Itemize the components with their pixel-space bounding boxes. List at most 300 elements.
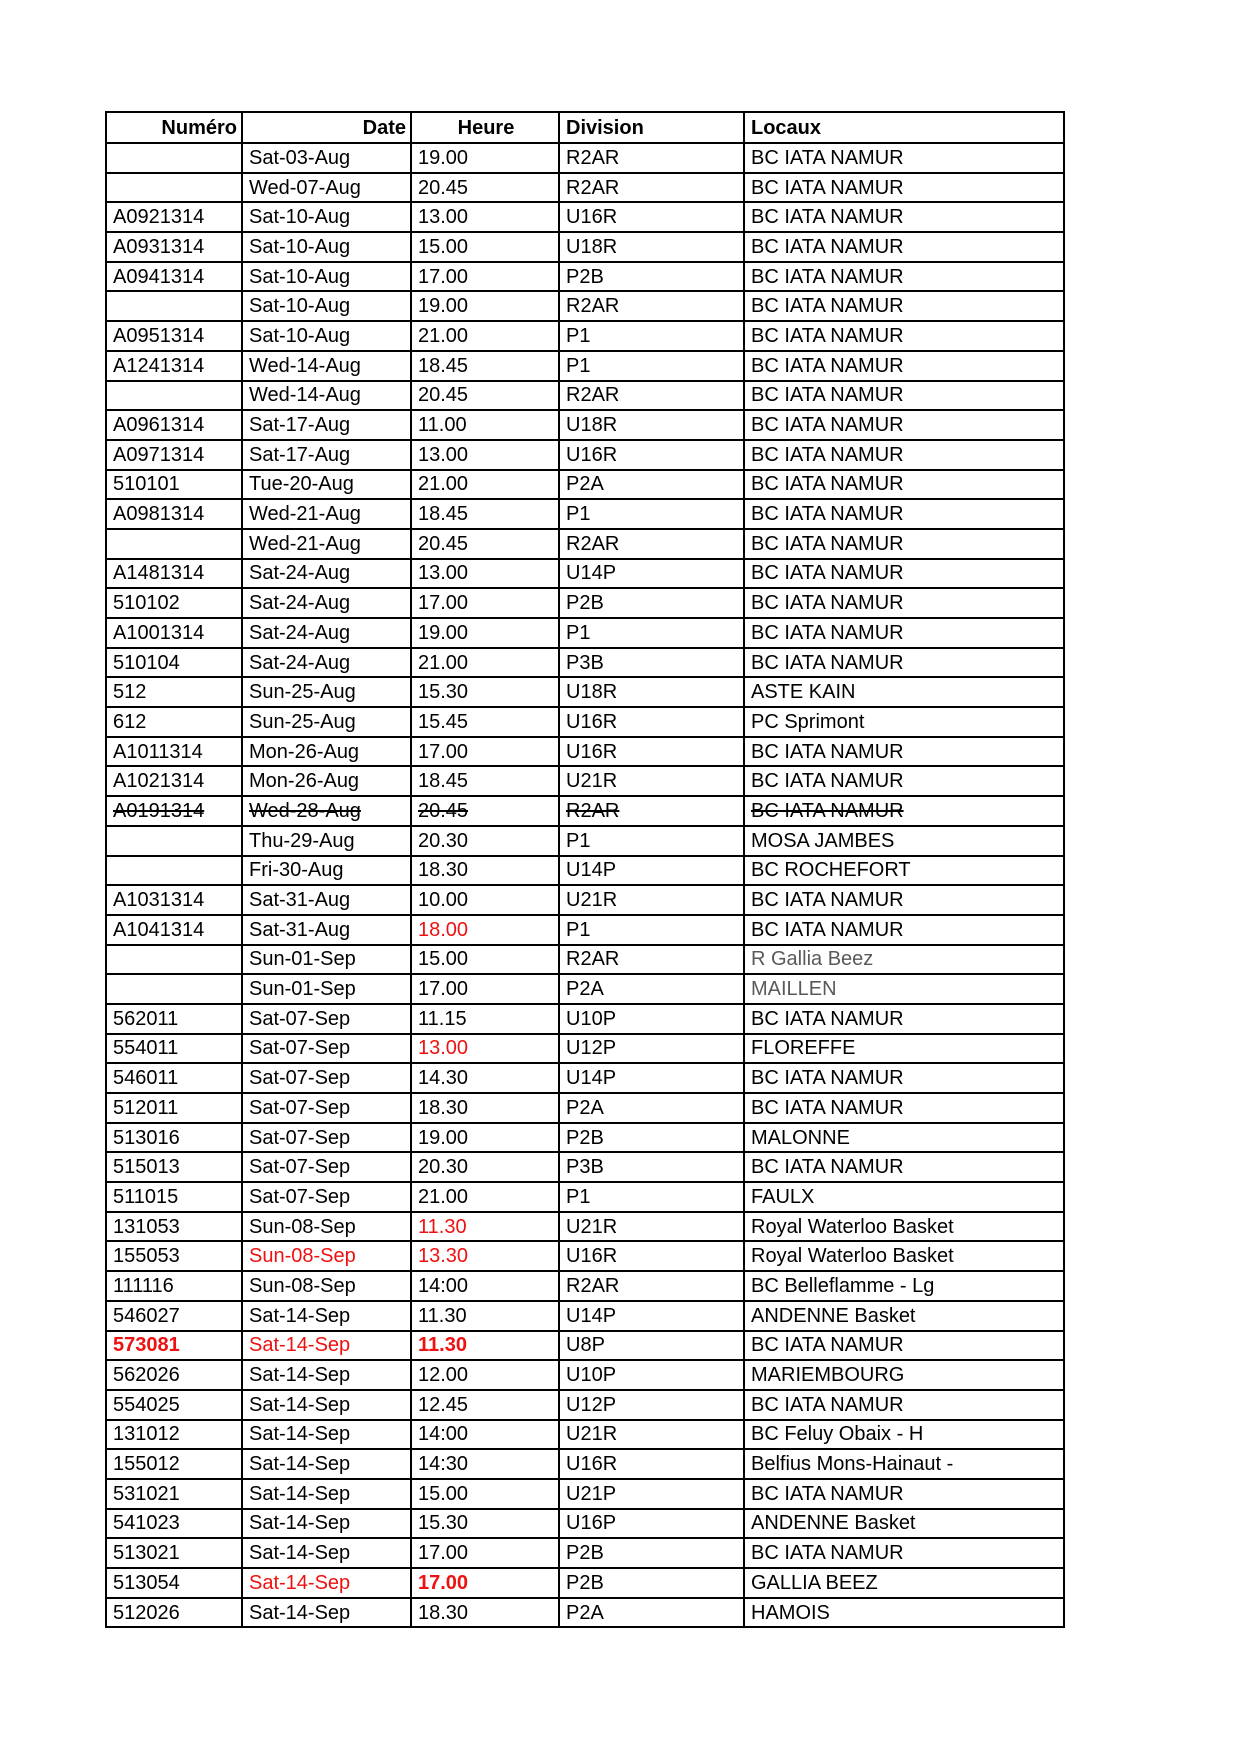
cell-heure: 11.15 — [411, 1004, 559, 1034]
cell-division: U21R — [559, 1420, 744, 1450]
cell-division: P2B — [559, 262, 744, 292]
cell-locaux: BC IATA NAMUR — [744, 1390, 1064, 1420]
cell-division: U10P — [559, 1004, 744, 1034]
cell-division: R2AR — [559, 143, 744, 173]
cell-division: U16R — [559, 440, 744, 470]
cell-locaux: ANDENNE Basket — [744, 1301, 1064, 1331]
cell-locaux: BC IATA NAMUR — [744, 470, 1064, 500]
table-row — [106, 559, 1064, 589]
cell-locaux: BC IATA NAMUR — [744, 1093, 1064, 1123]
cell-numero: 562026 — [106, 1360, 242, 1390]
cell-date: Sat-10-Aug — [242, 262, 411, 292]
cell-date: Sat-07-Sep — [242, 1093, 411, 1123]
cell-date: Sat-14-Sep — [242, 1390, 411, 1420]
column-header-division: Division — [559, 112, 744, 143]
cell-date: Sat-14-Sep — [242, 1598, 411, 1628]
cell-numero: A1021314 — [106, 766, 242, 796]
cell-numero: 562011 — [106, 1004, 242, 1034]
cell-heure: 19.00 — [411, 143, 559, 173]
header-row — [106, 112, 1064, 143]
cell-division: P2A — [559, 974, 744, 1004]
cell-heure: 13.30 — [411, 1241, 559, 1271]
cell-numero: 111116 — [106, 1271, 242, 1301]
cell-division: U14P — [559, 856, 744, 886]
table-row — [106, 499, 1064, 529]
cell-division: P2A — [559, 1598, 744, 1628]
table-row — [106, 1331, 1064, 1361]
cell-numero: 546011 — [106, 1063, 242, 1093]
cell-division: P1 — [559, 321, 744, 351]
table-row — [106, 291, 1064, 321]
cell-division: U14P — [559, 1063, 744, 1093]
cell-numero: A0921314 — [106, 202, 242, 232]
cell-division: R2AR — [559, 1271, 744, 1301]
cell-heure: 12.00 — [411, 1360, 559, 1390]
cell-numero — [106, 143, 242, 173]
table-row — [106, 1568, 1064, 1598]
cell-locaux: BC IATA NAMUR — [744, 410, 1064, 440]
cell-date: Wed-14-Aug — [242, 381, 411, 411]
cell-division: P1 — [559, 351, 744, 381]
cell-date: Sat-10-Aug — [242, 321, 411, 351]
cell-locaux: BC IATA NAMUR — [744, 232, 1064, 262]
table-row — [106, 1598, 1064, 1628]
cell-date: Sun-08-Sep — [242, 1241, 411, 1271]
cell-numero — [106, 856, 242, 886]
cell-numero: 155053 — [106, 1241, 242, 1271]
table-row — [106, 677, 1064, 707]
cell-numero: A0981314 — [106, 499, 242, 529]
cell-division: P2B — [559, 1123, 744, 1153]
cell-numero — [106, 381, 242, 411]
cell-numero: A0941314 — [106, 262, 242, 292]
column-header-numero: Numéro — [106, 112, 242, 143]
cell-locaux: BC Feluy Obaix - H — [744, 1420, 1064, 1450]
cell-date: Sat-24-Aug — [242, 648, 411, 678]
cell-date: Sat-14-Sep — [242, 1568, 411, 1598]
cell-date: Sat-10-Aug — [242, 291, 411, 321]
cell-date: Sat-14-Sep — [242, 1331, 411, 1361]
table-row — [106, 1390, 1064, 1420]
cell-date: Sat-14-Sep — [242, 1479, 411, 1509]
cell-numero — [106, 529, 242, 559]
cell-heure: 13.00 — [411, 559, 559, 589]
cell-numero — [106, 945, 242, 975]
cell-division: U10P — [559, 1360, 744, 1390]
cell-numero: A0931314 — [106, 232, 242, 262]
table-row — [106, 974, 1064, 1004]
cell-date: Sat-07-Sep — [242, 1182, 411, 1212]
cell-date: Sat-07-Sep — [242, 1063, 411, 1093]
cell-numero: 513021 — [106, 1538, 242, 1568]
table-row — [106, 1152, 1064, 1182]
cell-date: Sat-24-Aug — [242, 559, 411, 589]
column-header-locaux: Locaux — [744, 112, 1064, 143]
cell-locaux: MALONNE — [744, 1123, 1064, 1153]
cell-heure: 11.30 — [411, 1212, 559, 1242]
cell-numero: 512 — [106, 677, 242, 707]
table-row — [106, 1241, 1064, 1271]
cell-heure: 18.00 — [411, 915, 559, 945]
cell-locaux: FAULX — [744, 1182, 1064, 1212]
table-row — [106, 648, 1064, 678]
cell-heure: 19.00 — [411, 1123, 559, 1153]
cell-numero: 510102 — [106, 588, 242, 618]
cell-locaux: BC IATA NAMUR — [744, 559, 1064, 589]
cell-numero: 512026 — [106, 1598, 242, 1628]
table-row — [106, 737, 1064, 767]
cell-locaux: BC IATA NAMUR — [744, 1004, 1064, 1034]
cell-division: U16P — [559, 1509, 744, 1539]
cell-date: Wed-07-Aug — [242, 173, 411, 203]
cell-numero: A1011314 — [106, 737, 242, 767]
cell-division: U21R — [559, 885, 744, 915]
cell-date: Sat-24-Aug — [242, 588, 411, 618]
cell-numero: 573081 — [106, 1331, 242, 1361]
cell-division: P1 — [559, 618, 744, 648]
column-header-heure: Heure — [411, 112, 559, 143]
cell-numero — [106, 173, 242, 203]
cell-locaux: BC IATA NAMUR — [744, 1331, 1064, 1361]
cell-date: Thu-29-Aug — [242, 826, 411, 856]
cell-division: P2B — [559, 588, 744, 618]
cell-division: P2B — [559, 1568, 744, 1598]
cell-heure: 15.00 — [411, 232, 559, 262]
table-row — [106, 143, 1064, 173]
cell-heure: 20.45 — [411, 173, 559, 203]
cell-heure: 20.30 — [411, 826, 559, 856]
column-header-date: Date — [242, 112, 411, 143]
cell-numero: 155012 — [106, 1449, 242, 1479]
cell-locaux: Royal Waterloo Basket — [744, 1212, 1064, 1242]
cell-date: Mon-26-Aug — [242, 766, 411, 796]
cell-locaux: BC IATA NAMUR — [744, 143, 1064, 173]
table-row — [106, 856, 1064, 886]
table-row — [106, 707, 1064, 737]
cell-date: Sat-10-Aug — [242, 202, 411, 232]
table-row — [106, 202, 1064, 232]
table-row — [106, 1509, 1064, 1539]
cell-heure: 12.45 — [411, 1390, 559, 1420]
cell-division: U14P — [559, 1301, 744, 1331]
cell-heure: 10.00 — [411, 885, 559, 915]
cell-locaux: BC IATA NAMUR — [744, 915, 1064, 945]
cell-date: Sat-24-Aug — [242, 618, 411, 648]
cell-locaux: MAILLEN — [744, 974, 1064, 1004]
cell-division: R2AR — [559, 173, 744, 203]
cell-heure: 19.00 — [411, 291, 559, 321]
cell-locaux: FLOREFFE — [744, 1034, 1064, 1064]
cell-locaux: BC IATA NAMUR — [744, 1152, 1064, 1182]
cell-heure: 21.00 — [411, 1182, 559, 1212]
cell-heure: 11.00 — [411, 410, 559, 440]
cell-date: Sun-01-Sep — [242, 974, 411, 1004]
table-row — [106, 1360, 1064, 1390]
table-row — [106, 915, 1064, 945]
cell-date: Sat-14-Sep — [242, 1301, 411, 1331]
cell-division: U21R — [559, 1212, 744, 1242]
table-row — [106, 766, 1064, 796]
cell-locaux: BC IATA NAMUR — [744, 618, 1064, 648]
cell-date: Sat-14-Sep — [242, 1360, 411, 1390]
cell-date: Mon-26-Aug — [242, 737, 411, 767]
table-row — [106, 1093, 1064, 1123]
cell-numero: 531021 — [106, 1479, 242, 1509]
cell-heure: 21.00 — [411, 321, 559, 351]
cell-locaux: BC ROCHEFORT — [744, 856, 1064, 886]
cell-date: Wed-21-Aug — [242, 529, 411, 559]
cell-numero: A0961314 — [106, 410, 242, 440]
table-row — [106, 351, 1064, 381]
cell-numero — [106, 974, 242, 1004]
cell-division: R2AR — [559, 529, 744, 559]
cell-heure: 13.00 — [411, 440, 559, 470]
cell-date: Sun-08-Sep — [242, 1271, 411, 1301]
cell-numero — [106, 291, 242, 321]
cell-numero: 511015 — [106, 1182, 242, 1212]
cell-heure: 14.30 — [411, 1063, 559, 1093]
cell-date: Fri-30-Aug — [242, 856, 411, 886]
table-row — [106, 1301, 1064, 1331]
table-row — [106, 529, 1064, 559]
cell-division: P3B — [559, 1152, 744, 1182]
cell-locaux: BC IATA NAMUR — [744, 321, 1064, 351]
cell-date: Sat-14-Sep — [242, 1538, 411, 1568]
cell-date: Wed-14-Aug — [242, 351, 411, 381]
cell-locaux: BC IATA NAMUR — [744, 351, 1064, 381]
cell-locaux: BC IATA NAMUR — [744, 1479, 1064, 1509]
cell-date: Sat-10-Aug — [242, 232, 411, 262]
cell-division: R2AR — [559, 291, 744, 321]
cell-numero: A1031314 — [106, 885, 242, 915]
table-row — [106, 381, 1064, 411]
cell-heure: 11.30 — [411, 1331, 559, 1361]
cell-division: U18R — [559, 232, 744, 262]
cell-date: Sun-25-Aug — [242, 677, 411, 707]
cell-division: U16R — [559, 1449, 744, 1479]
cell-numero: 546027 — [106, 1301, 242, 1331]
cell-heure: 19.00 — [411, 618, 559, 648]
cell-heure: 17.00 — [411, 262, 559, 292]
cell-heure: 18.45 — [411, 499, 559, 529]
cell-date: Sat-14-Sep — [242, 1509, 411, 1539]
cell-numero: A1041314 — [106, 915, 242, 945]
cell-division: U18R — [559, 677, 744, 707]
cell-date: Sun-25-Aug — [242, 707, 411, 737]
cell-numero: 513054 — [106, 1568, 242, 1598]
cell-division: R2AR — [559, 796, 744, 826]
cell-heure: 17.00 — [411, 737, 559, 767]
cell-numero: 131053 — [106, 1212, 242, 1242]
cell-division: R2AR — [559, 381, 744, 411]
cell-heure: 18.30 — [411, 1598, 559, 1628]
cell-numero: 612 — [106, 707, 242, 737]
cell-heure: 18.30 — [411, 1093, 559, 1123]
cell-date: Sat-07-Sep — [242, 1152, 411, 1182]
table-row — [106, 1063, 1064, 1093]
table-row — [106, 470, 1064, 500]
table-row — [106, 1538, 1064, 1568]
cell-date: Sat-17-Aug — [242, 410, 411, 440]
cell-heure: 15.45 — [411, 707, 559, 737]
cell-numero: 554011 — [106, 1034, 242, 1064]
table-row — [106, 945, 1064, 975]
cell-division: U18R — [559, 410, 744, 440]
table-row — [106, 796, 1064, 826]
table-row — [106, 1034, 1064, 1064]
cell-division: P3B — [559, 648, 744, 678]
cell-locaux: BC IATA NAMUR — [744, 529, 1064, 559]
cell-division: U12P — [559, 1034, 744, 1064]
schedule-table-body — [106, 143, 1064, 1627]
cell-heure: 17.00 — [411, 974, 559, 1004]
table-row — [106, 173, 1064, 203]
cell-heure: 20.45 — [411, 796, 559, 826]
cell-locaux: MOSA JAMBES — [744, 826, 1064, 856]
cell-heure: 17.00 — [411, 1568, 559, 1598]
cell-locaux: BC IATA NAMUR — [744, 173, 1064, 203]
cell-locaux: ANDENNE Basket — [744, 1509, 1064, 1539]
cell-division: U16R — [559, 202, 744, 232]
table-row — [106, 232, 1064, 262]
cell-locaux: ASTE KAIN — [744, 677, 1064, 707]
cell-numero: 554025 — [106, 1390, 242, 1420]
cell-division: U8P — [559, 1331, 744, 1361]
cell-locaux: BC IATA NAMUR — [744, 1538, 1064, 1568]
cell-heure: 14:00 — [411, 1420, 559, 1450]
cell-numero: 513016 — [106, 1123, 242, 1153]
table-row — [106, 1004, 1064, 1034]
cell-division: U12P — [559, 1390, 744, 1420]
cell-date: Tue-20-Aug — [242, 470, 411, 500]
cell-division: U21P — [559, 1479, 744, 1509]
cell-locaux: MARIEMBOURG — [744, 1360, 1064, 1390]
cell-division: U16R — [559, 737, 744, 767]
cell-division: P1 — [559, 499, 744, 529]
cell-locaux: BC IATA NAMUR — [744, 737, 1064, 767]
cell-numero: 131012 — [106, 1420, 242, 1450]
cell-locaux: BC IATA NAMUR — [744, 202, 1064, 232]
cell-locaux: BC Belleflamme - Lg — [744, 1271, 1064, 1301]
cell-heure: 20.45 — [411, 529, 559, 559]
cell-locaux: BC IATA NAMUR — [744, 381, 1064, 411]
cell-locaux: Royal Waterloo Basket — [744, 1241, 1064, 1271]
cell-heure: 18.30 — [411, 856, 559, 886]
cell-locaux: PC Sprimont — [744, 707, 1064, 737]
cell-numero: A0971314 — [106, 440, 242, 470]
table-row — [106, 1479, 1064, 1509]
cell-locaux: Belfius Mons-Hainaut - — [744, 1449, 1064, 1479]
cell-locaux: BC IATA NAMUR — [744, 291, 1064, 321]
cell-date: Wed-28-Aug — [242, 796, 411, 826]
cell-heure: 20.30 — [411, 1152, 559, 1182]
cell-heure: 17.00 — [411, 588, 559, 618]
cell-heure: 18.45 — [411, 351, 559, 381]
cell-numero: A0191314 — [106, 796, 242, 826]
cell-division: R2AR — [559, 945, 744, 975]
cell-numero: 510101 — [106, 470, 242, 500]
cell-locaux: R Gallia Beez — [744, 945, 1064, 975]
table-row — [106, 440, 1064, 470]
cell-heure: 15.30 — [411, 1509, 559, 1539]
table-row — [106, 410, 1064, 440]
cell-division: P1 — [559, 826, 744, 856]
cell-heure: 15.00 — [411, 1479, 559, 1509]
cell-division: U14P — [559, 559, 744, 589]
cell-numero: A1241314 — [106, 351, 242, 381]
cell-division: P2A — [559, 1093, 744, 1123]
cell-division: P1 — [559, 1182, 744, 1212]
cell-heure: 21.00 — [411, 648, 559, 678]
cell-numero: A1001314 — [106, 618, 242, 648]
cell-heure: 15.30 — [411, 677, 559, 707]
table-row — [106, 1271, 1064, 1301]
cell-division: U16R — [559, 707, 744, 737]
cell-numero: 512011 — [106, 1093, 242, 1123]
cell-heure: 17.00 — [411, 1538, 559, 1568]
schedule-table — [105, 111, 1065, 1628]
cell-locaux: BC IATA NAMUR — [744, 588, 1064, 618]
cell-locaux: BC IATA NAMUR — [744, 499, 1064, 529]
cell-locaux: BC IATA NAMUR — [744, 440, 1064, 470]
cell-numero: 541023 — [106, 1509, 242, 1539]
table-row — [106, 1212, 1064, 1242]
cell-date: Sat-31-Aug — [242, 885, 411, 915]
cell-date: Sat-14-Sep — [242, 1449, 411, 1479]
cell-locaux: BC IATA NAMUR — [744, 648, 1064, 678]
cell-locaux: HAMOIS — [744, 1598, 1064, 1628]
cell-heure: 14:00 — [411, 1271, 559, 1301]
table-row — [106, 1420, 1064, 1450]
cell-date: Sat-07-Sep — [242, 1034, 411, 1064]
table-row — [106, 588, 1064, 618]
cell-locaux: BC IATA NAMUR — [744, 796, 1064, 826]
table-row — [106, 321, 1064, 351]
cell-numero: A0951314 — [106, 321, 242, 351]
cell-numero — [106, 826, 242, 856]
cell-heure: 15.00 — [411, 945, 559, 975]
table-row — [106, 618, 1064, 648]
cell-date: Sat-17-Aug — [242, 440, 411, 470]
cell-heure: 18.45 — [411, 766, 559, 796]
cell-numero: A1481314 — [106, 559, 242, 589]
table-row — [106, 1182, 1064, 1212]
cell-heure: 20.45 — [411, 381, 559, 411]
cell-division: P2A — [559, 470, 744, 500]
cell-division: U21R — [559, 766, 744, 796]
cell-division: U16R — [559, 1241, 744, 1271]
cell-heure: 21.00 — [411, 470, 559, 500]
table-row — [106, 1123, 1064, 1153]
cell-locaux: BC IATA NAMUR — [744, 262, 1064, 292]
cell-date: Wed-21-Aug — [242, 499, 411, 529]
cell-date: Sun-01-Sep — [242, 945, 411, 975]
cell-heure: 14:30 — [411, 1449, 559, 1479]
table-row — [106, 262, 1064, 292]
table-row — [106, 885, 1064, 915]
cell-division: P2B — [559, 1538, 744, 1568]
cell-date: Sat-03-Aug — [242, 143, 411, 173]
cell-division: P1 — [559, 915, 744, 945]
cell-heure: 11.30 — [411, 1301, 559, 1331]
cell-date: Sat-14-Sep — [242, 1420, 411, 1450]
cell-locaux: BC IATA NAMUR — [744, 766, 1064, 796]
cell-date: Sat-07-Sep — [242, 1123, 411, 1153]
cell-date: Sat-31-Aug — [242, 915, 411, 945]
cell-locaux: BC IATA NAMUR — [744, 1063, 1064, 1093]
cell-heure: 13.00 — [411, 202, 559, 232]
table-row — [106, 1449, 1064, 1479]
